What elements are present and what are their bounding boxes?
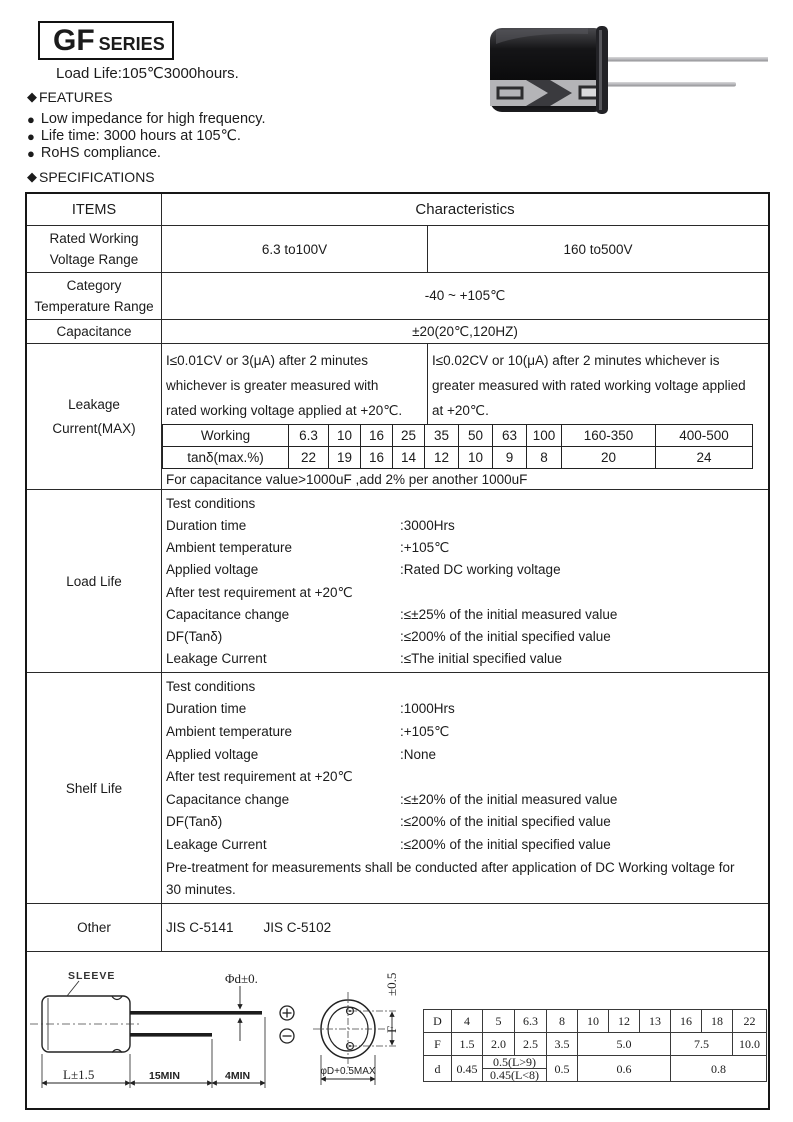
dot-bullet-icon: ● xyxy=(27,111,35,127)
series-name: GF xyxy=(53,24,95,57)
capacitance-value-cell: ±20(20℃,120HZ) xyxy=(412,323,518,339)
positive-lead-line xyxy=(130,1011,262,1015)
negative-lead-line xyxy=(130,1033,212,1037)
row-label: Rated Working Voltage Range xyxy=(27,226,162,272)
lead-tip-label: 4MIN xyxy=(225,1070,251,1082)
leakage-current-row xyxy=(27,343,768,489)
temperature-range-row xyxy=(27,272,768,319)
row-label: Load Life xyxy=(27,490,162,672)
dimensions-drawing-row xyxy=(27,951,768,1108)
feature-item: ● RoHS compliance. xyxy=(27,145,161,161)
other-row xyxy=(27,903,768,951)
lead-length-label: 15MIN xyxy=(149,1070,180,1082)
lead-diameter-label: Φd±0. xyxy=(225,971,258,986)
load-life-subtitle: Load Life:105℃3000hours. xyxy=(56,65,239,82)
row-label: Leakage Current(MAX) xyxy=(27,344,162,489)
series-suffix: SERIES xyxy=(98,34,165,54)
lead-diameter-row: d 0.45 0.5(L>9) 0.5 0.6 0.8 xyxy=(424,1056,767,1069)
diamond-icon: ◆ xyxy=(27,89,37,104)
items-header-cell: ITEMS xyxy=(27,194,162,225)
capacitance-row xyxy=(27,319,768,343)
table-header-row xyxy=(27,194,768,225)
feature-item: ● Life time: 3000 hours at 105℃. xyxy=(27,128,241,144)
dot-bullet-icon: ● xyxy=(27,128,35,144)
working-voltage-row: Working 6.3 10 16 25 35 50 63 100 160-350 400-500 xyxy=(163,425,753,447)
specifications-table xyxy=(25,192,770,1110)
features-heading: ◆ FEATURES xyxy=(27,89,113,105)
shelf-life-row: Shelf Life Test conditions Duration time :1000Hrs Ambient temperature :+105℃ Applied voltage :None After test requirement at +20℃ Capacitance change :≤±20% of the initial measured value DF(Tanδ) :≤200% of the initial specified value Leakage Current :≤200% of the initial specified value Pre-treatment for measurements shall be conducted after application of DC Working voltage for 30 minutes. xyxy=(27,672,768,903)
working-header-cell: Working xyxy=(163,425,289,447)
diameter-row: D 4 5 6.3 8 10 12 13 16 18 22 xyxy=(424,1010,767,1033)
row-label: Capacitance xyxy=(27,320,162,343)
diamond-icon: ◆ xyxy=(27,169,37,184)
voltage-high-cell: 160 to500V xyxy=(563,241,633,257)
pitch-row: F 1.5 2.0 2.5 3.5 5.0 7.5 10.0 xyxy=(424,1033,767,1056)
crimp-top xyxy=(112,997,122,1000)
leakage-high-text: I≤0.02CV or 10(μA) after 2 minutes whichever is greater measured with rated working voltage applied at +20℃. xyxy=(432,353,746,418)
specifications-heading: ◆ SPECIFICATIONS xyxy=(27,169,155,185)
negative-lead xyxy=(603,82,736,87)
voltage-range-row xyxy=(27,225,768,272)
feature-item: ● Low impedance for high frequency. xyxy=(27,111,266,127)
temperature-value-cell: -40 ~ +105℃ xyxy=(424,288,506,303)
capacitor-photo xyxy=(488,24,768,121)
capacitor-photo-svg xyxy=(488,24,768,116)
tand-table xyxy=(162,424,753,469)
dot-bullet-icon: ● xyxy=(27,145,35,161)
polarity-symbols xyxy=(280,1006,294,1043)
body-length-label: L±1.5 xyxy=(63,1067,95,1082)
tand-header-cell: tanδ(max.%) xyxy=(163,447,289,469)
standards-references: JIS C-5141 JIS C-5102 xyxy=(166,920,332,935)
row-label: Other xyxy=(27,904,162,951)
load-life-row: Load Life Test conditions Duration time :3000Hrs Ambient temperature :+105℃ Applied voltage :Rated DC working voltage After test requirement at +20℃ Capacitance change :≤±25% of the initial measured value DF(Tanδ) :≤200% of the initial specified value Leakage Current :≤The initial specified value xyxy=(27,489,768,672)
series-title-box xyxy=(38,21,174,60)
sleeve-label: SLEEVE xyxy=(68,970,116,982)
dimension-table xyxy=(423,1009,767,1082)
band-mark-left xyxy=(498,88,522,98)
positive-lead xyxy=(603,57,768,62)
characteristics-header-cell: Characteristics xyxy=(415,201,515,218)
end-cap-edge xyxy=(599,30,602,110)
capacitance-note: For capacitance value>1000uF ,add 2% per another 1000uF xyxy=(166,472,528,487)
voltage-low-cell: 6.3 to100V xyxy=(162,226,428,272)
leakage-low-text: I≤0.01CV or 3(μA) after 2 minutes whichever is greater measured with rated working voltage applied at +20℃. xyxy=(162,344,428,424)
body-diameter-label: φD+0.5MAX xyxy=(320,1066,376,1077)
row-label: Category Temperature Range xyxy=(27,273,162,319)
sleeve-leader xyxy=(67,981,79,996)
lead-diameter-row-alt: 0.45(L<8) xyxy=(424,1069,767,1082)
row-label: Shelf Life xyxy=(27,673,162,903)
lead-spacing-tolerance: ±0.5 xyxy=(384,972,399,996)
lead-spacing-label: F xyxy=(384,1025,399,1033)
tand-values-row: tanδ(max.%) 22 19 16 14 12 10 9 8 20 24 xyxy=(163,447,753,469)
